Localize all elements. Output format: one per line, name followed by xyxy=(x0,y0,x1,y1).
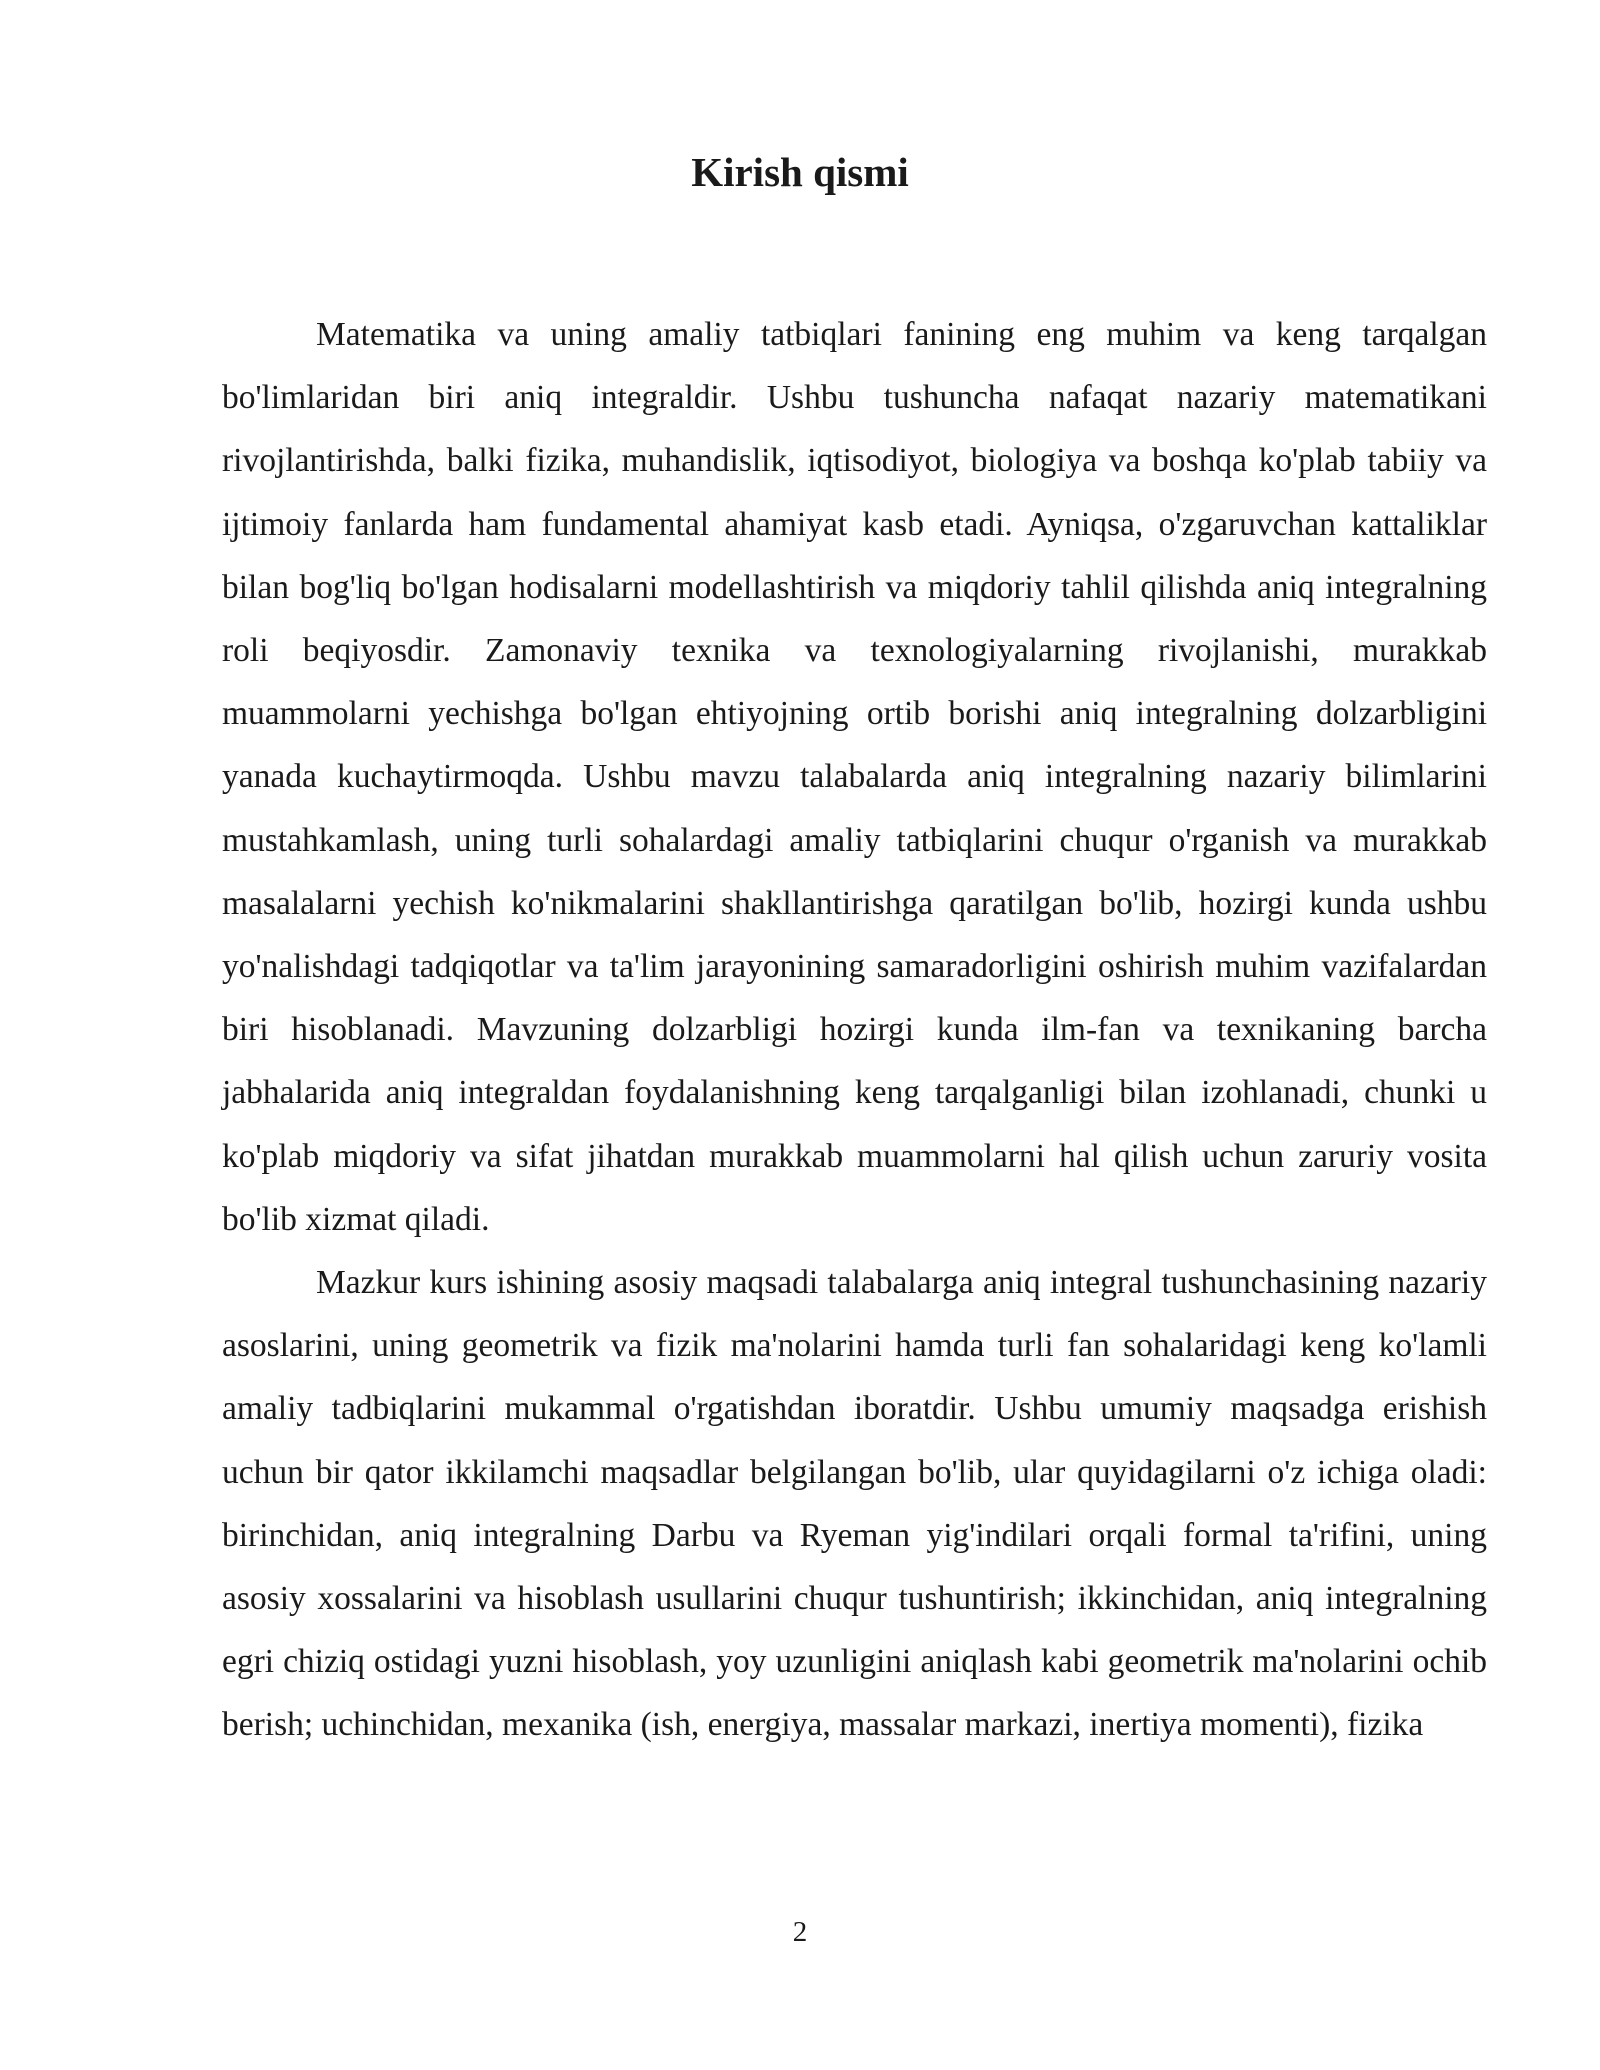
page-number: 2 xyxy=(792,1916,808,1948)
paragraph-1: Matematika va uning amaliy tatbiqlari fanining eng muhim va keng tarqalgan bo'limlaridan biri aniq integraldir. Ushbu tushuncha nafaqat nazariy matematikani rivojlantirishda, balki fizika, muhandislik, iqtisodiyot, biologiya va boshqa ko'plab tabiiy va ijtimoiy fanlarda ham fundamental ahamiyat kasb etadi. Ayniqsa, o'zgaruvchan kattaliklar bilan bog'liq bo'lgan hodisalarni modellashtirish va miqdoriy tahlil qilishda aniq integralning roli beqiyosdir. Zamonaviy texnika va texnologiyalarning rivojlanishi, murakkab muammolarni yechishga bo'lgan ehtiyojning ortib borishi aniq integralning dolzarbligini yanada kuchaytirmoqda. Ushbu mavzu talabalarda aniq integralning nazariy bilimlarini mustahkamlash, uning turli sohalardagi amaliy tatbiqlarini chuqur o'rganish va murakkab masalalarni yechish ko'nikmalarini shakllantirishga qaratilgan bo'lib, hozirgi kunda ushbu yo'nalishdagi tadqiqotlar va ta'lim jarayonining samaradorligini oshirish muhim vazifalardan biri hisoblanadi. Mavzuning dolzarbligi hozirgi kunda ilm-fan va texnikaning barcha jabhalarida aniq integraldan foydalanishning keng tarqalganligi bilan izohlanadi, chunki u ko'plab miqdoriy va sifat jihatdan murakkab muammolarni hal qilish uchun zaruriy vosita bo'lib xizmat qiladi. xyxy=(222,316,1487,1238)
paragraph-2: Mazkur kurs ishining asosiy maqsadi talabalarga aniq integral tushunchasining nazariy asoslarini, uning geometrik va fizik ma'nolarini hamda turli fan sohalaridagi keng ko'lamli amaliy tadbiqlarini mukammal o'rgatishdan iboratdir. Ushbu umumiy maqsadga erishish uchun bir qator ikkilamchi maqsadlar belgilangan bo'lib, ular quyidagilarni o'z ichiga oladi: birinchidan, aniq integralning Darbu va Ryeman yig'indilari orqali formal ta'rifini, uning asosiy xossalarini va hisoblash usullarini chuqur tushuntirish; ikkinchidan, aniq integralning egri chiziq ostidagi yuzni hisoblash, yoy uzunligini aniqlash kabi geometrik ma'nolarini ochib berish; uchinchidan, mexanika (ish, energiya, massalar markazi, inertiya momenti), fizika xyxy=(222,1264,1487,1744)
section-title: Kirish qismi xyxy=(691,149,909,195)
body-text xyxy=(222,303,1487,1757)
